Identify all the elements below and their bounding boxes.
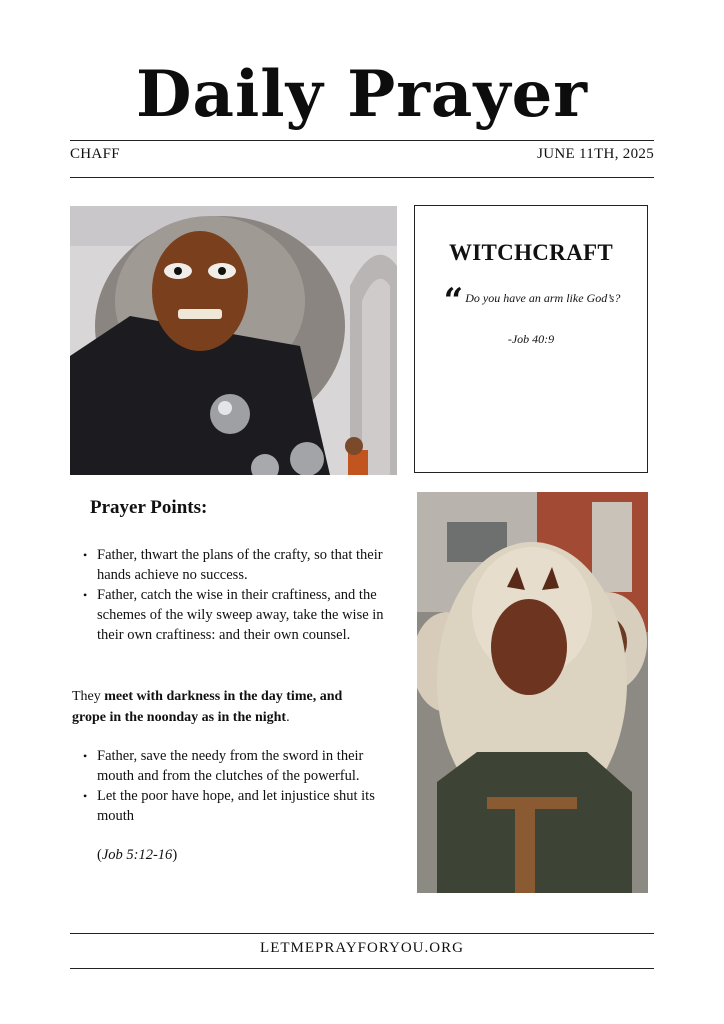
masked-figure-photo bbox=[70, 206, 397, 475]
quote-line bbox=[415, 281, 647, 321]
prayer-points-list-a bbox=[80, 545, 387, 645]
list-item: • Father, save the needy from the sword in their mouth and from the clutches of the powerful. bbox=[97, 746, 387, 786]
rule-below-footer bbox=[70, 968, 654, 969]
prayer-points-list-b bbox=[80, 746, 387, 826]
reference-text: Job 5:12-16 bbox=[101, 847, 173, 863]
quote-text: Do you have an arm like God’s? bbox=[465, 291, 621, 305]
scripture-verse bbox=[72, 686, 372, 728]
verse-lead: They bbox=[72, 689, 105, 704]
rule-above-footer bbox=[70, 933, 654, 934]
list-item: • Let the poor have hope, and let injustice shut its mouth bbox=[97, 786, 387, 826]
masthead-title: Daily Prayer bbox=[136, 57, 588, 132]
quote-reference: -Job 40:9 bbox=[507, 332, 555, 346]
list-item: • Father, catch the wise in their craftiness, and the schemes of the wily sweep away, take the wise in their own craftiness: and their own counsel. bbox=[97, 585, 387, 645]
verse-bold: meet with darkness in the day time, and grope in the noonday as in the night bbox=[72, 689, 343, 725]
quote-box-title: WITCHCRAFT bbox=[448, 240, 613, 265]
footer-url[interactable]: LETMEPRAYFORYOU.ORG bbox=[260, 940, 464, 956]
verse-tail: . bbox=[286, 710, 290, 725]
list-item: • Father, thwart the plans of the crafty, so that their hands achieve no success. bbox=[97, 545, 387, 585]
prayer-points-heading: Prayer Points: bbox=[90, 497, 208, 518]
scripture-reference: (Job 5:12-16) bbox=[97, 847, 178, 863]
quote-mark-icon: “ bbox=[443, 281, 464, 321]
rule-top bbox=[70, 140, 654, 141]
masked-procession-photo bbox=[417, 492, 648, 893]
subhead-date: JUNE 11TH, 2025 bbox=[537, 146, 654, 162]
witchcraft-quote-box bbox=[414, 205, 648, 473]
rule-under-subhead bbox=[70, 177, 654, 178]
subhead-left: CHAFF bbox=[70, 146, 120, 162]
